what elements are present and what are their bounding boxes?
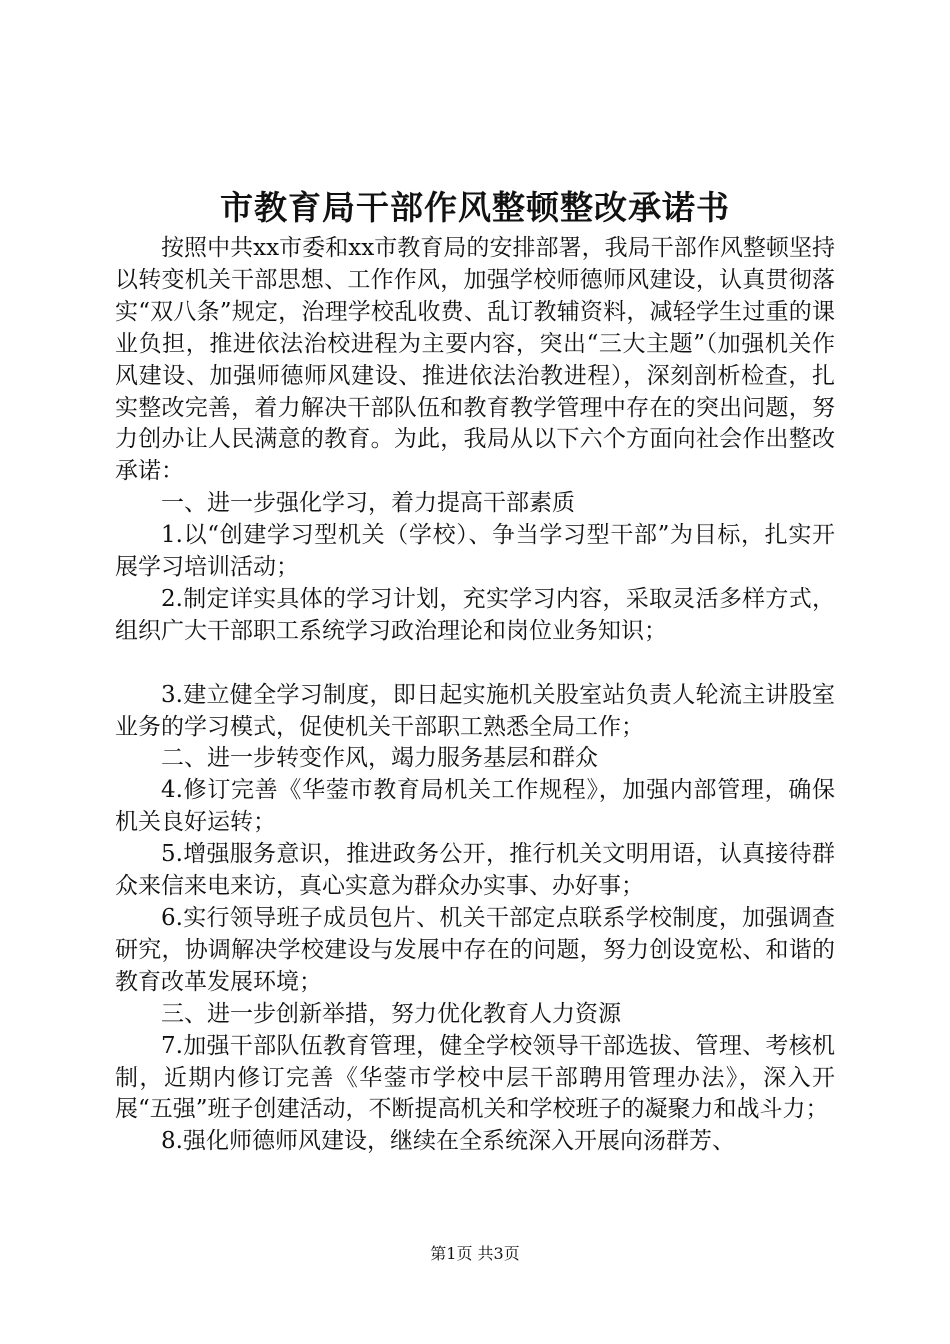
paragraph-item-4: 4.修订完善《华蓥市教育局机关工作规程》，加强内部管理，确保机关良好运转； xyxy=(115,777,835,836)
paragraph-item-5: 5.增强服务意识，推进政务公开，推行机关文明用语，认真接待群众来信来电来访，真心实意为群众办实事、办好事； xyxy=(115,841,835,900)
paragraph-item-6: 6.实行领导班子成员包片、机关干部定点联系学校制度，加强调查研究，协调解决学校建设与发展中存在的问题，努力创设宽松、和谐的教育改革发展环境； xyxy=(115,905,835,995)
blank-line xyxy=(115,648,835,680)
paragraph-item-7: 7.加强干部队伍教育管理，健全学校领导干部选拔、管理、考核机制，近期内修订完善《华蓥市学校中层干部聘用管理办法》，深入开展“五强”班子创建活动，不断提高机关和学校班子的凝聚力和战斗力； xyxy=(115,1032,835,1123)
paragraph-item-2: 2.制定详实具体的学习计划，充实学习内容，采取灵活多样方式，组织广大干部职工系统学习政治理论和岗位业务知识； xyxy=(115,585,835,644)
page-footer: 第1页 共3页 xyxy=(430,1244,520,1263)
paragraph-intro: 按照中共xx市委和xx市教育局的安排部署，我局干部作风整顿坚持以转变机关干部思想、工作作风，加强学校师德师风建设，认真贯彻落实“双八条”规定，治理学校乱收费、乱订教辅资料，减轻学生过重的课业负担，推进依法治校进程为主要内容，突出“三大主题”（加强机关作风建设、加强师德师风建设、推进依法治教进程），深刻剖析检查，扎实整改完善，着力解决干部队伍和教育教学管理中存在的突出问题，努力创办让人民满意的教育。为此，我局从以下六个方面向社会作出整改承诺： xyxy=(115,235,835,485)
paragraph-item-1: 1.以“创建学习型机关（学校）、争当学习型干部”为目标，扎实开展学习培训活动； xyxy=(115,522,835,581)
paragraph-item-8: 8.强化师德师风建设，继续在全系统深入开展向汤群芳、 xyxy=(161,1128,735,1155)
section-heading-2: 二、进一步转变作风，竭力服务基层和群众 xyxy=(161,745,598,772)
document-title: 市教育局干部作风整顿整改承诺书 xyxy=(220,188,730,227)
paragraph-item-3: 3.建立健全学习制度，即日起实施机关股室站负责人轮流主讲股室业务的学习模式，促使机关干部职工熟悉全局工作； xyxy=(115,681,835,740)
section-heading-3: 三、进一步创新举措，努力优化教育人力资源 xyxy=(161,1000,621,1027)
section-heading-1: 一、进一步强化学习，着力提高干部素质 xyxy=(161,490,575,517)
document-body xyxy=(115,233,835,1158)
